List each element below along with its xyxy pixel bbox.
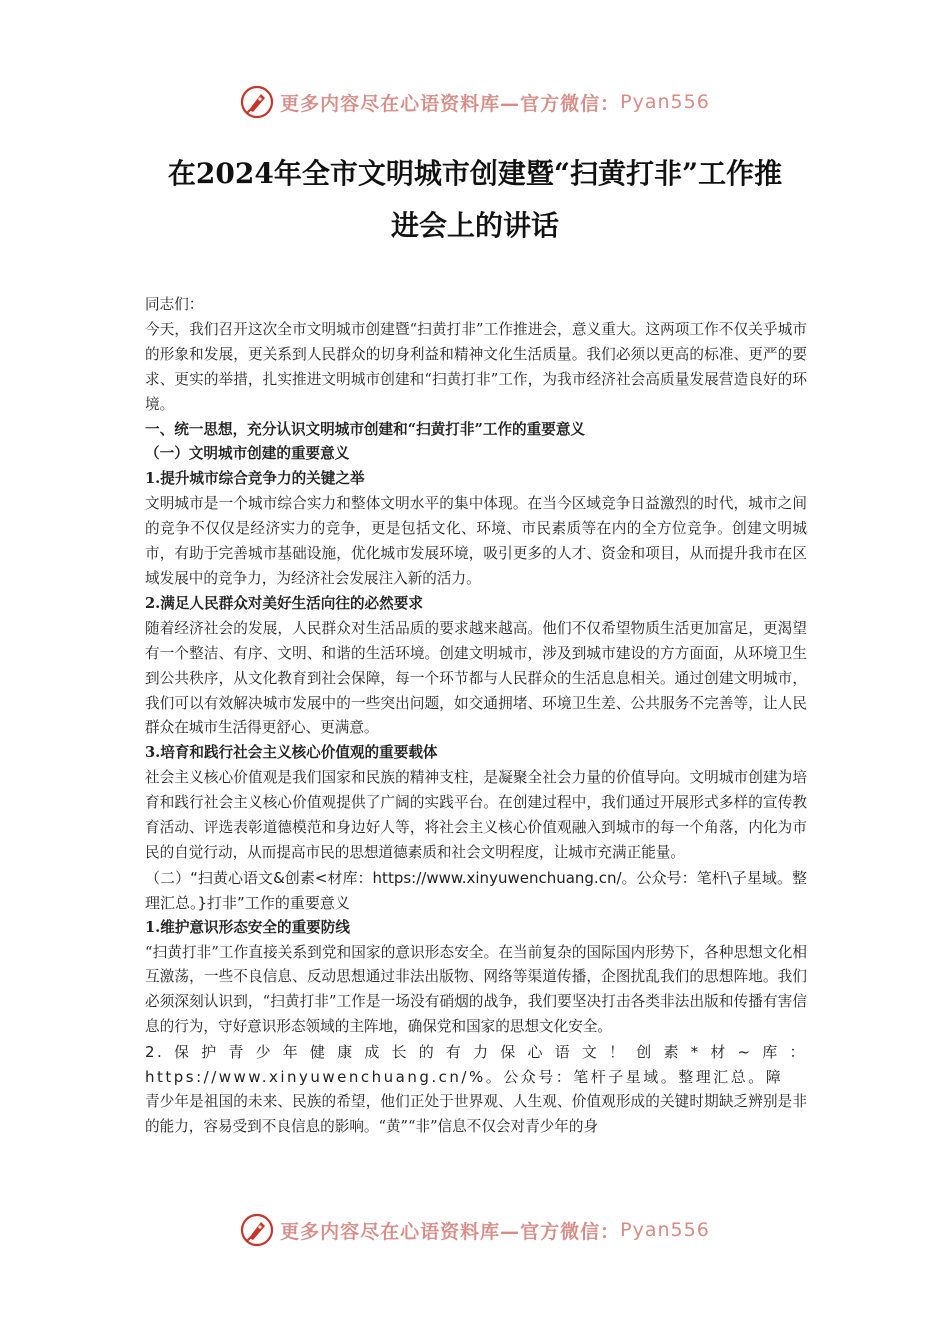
paragraph-3: 社会主义核心价值观是我们国家和民族的精神支柱，是凝聚全社会力量的价值导向。文明城市创建为培育和践行社会主义核心价值观提供了广阔的实践平台。在创建过程中，我们通过开展形式多样的宣传教育活动、评选表彰道德模范和身边好人等，将社会主义核心价值观融入到城市的每一个角落，内化为市民的自觉行动，从而提高市民的思想道德素质和社会文明程度，让城市充满正能量。 xyxy=(145,769,807,861)
banner-text: 更多内容尽在心语资料库—官方微信： xyxy=(280,1220,621,1243)
subsection-heading-2: （二）“扫黄心语文&创素<材库：https://www.xinyuwenchuang.cn/。公众号：笔杆\子星域。整理汇总。}打非”工作的重要意义 xyxy=(145,868,807,912)
document-body xyxy=(145,293,807,1140)
banner-wechat-id: Pyan556 xyxy=(620,91,710,113)
pen-nib-icon xyxy=(240,85,274,119)
document-title xyxy=(120,148,830,252)
intro-paragraph: 今天，我们召开这次全市文明城市创建暨“扫黄打非”工作推进会，意义重大。这两项工作不仅关乎城市的形象和发展，更关系到人民群众的切身利益和精神文化生活质量。我们必须以更高的标准、更严的要求、更实的举措，扎实推进文明城市创建和“扫黄打非”工作，为我市经济社会高质量发展营造良好的环境。 xyxy=(145,320,807,413)
salutation: 同志们： xyxy=(145,296,204,313)
banner-text: 更多内容尽在心语资料库—官方微信： xyxy=(280,92,621,115)
subsection-heading-1: （一）文明城市创建的重要意义 xyxy=(145,445,350,463)
point-heading-1: 1.提升城市综合竞争力的关键之举 xyxy=(145,470,365,488)
header-banner xyxy=(0,82,950,122)
title-line-1: 在2024年全市文明城市创建暨“扫黄打非”工作推 xyxy=(167,157,783,190)
point-heading-3: 3.培育和践行社会主义核心价值观的重要载体 xyxy=(145,744,438,762)
footer-banner xyxy=(0,1210,950,1250)
point-heading-4: 1.维护意识形态安全的重要防线 xyxy=(145,918,350,936)
paragraph-2: 随着经济社会的发展，人民群众对生活品质的要求越来越高。他们不仅希望物质生活更加富足，更渴望有一个整洁、有序、文明、和谐的生活环境。创建文明城市，涉及到城市建设的方方面面，从环境卫生到公共秩序，从文化教育到社会保障，每一个环节都与人民群众的生活息息相关。通过创建文明城市，我们可以有效解决城市发展中的一些突出问题，如交通拥堵、环境卫生差、公共服务不完善等，让人民群众在城市生活得更舒心、更满意。 xyxy=(145,619,807,737)
paragraph-4: “扫黄打非”工作直接关系到党和国家的意识形态安全。在当前复杂的国际国内形势下，各种思想文化相互激荡，一些不良信息、反动思想通过非法出版物、网络等渠道传播，企图扰乱我们的思想阵地。我们必须深刻认识到，“扫黄打非”工作是一场没有硝烟的战争，我们要坚决打击各类非法出版和传播有害信息的行为，守好意识形态领域的主阵地，确保党和国家的思想文化安全。 xyxy=(145,943,807,1036)
pen-nib-icon xyxy=(240,1213,274,1247)
title-line-2: 进会上的讲话 xyxy=(390,209,559,242)
banner-wechat-id: Pyan556 xyxy=(620,1219,710,1241)
point-heading-2: 2.满足人民群众对美好生活向往的必然要求 xyxy=(145,594,423,612)
section-heading-1: 一、统一思想，充分认识文明城市创建和“扫黄打非”工作的重要意义 xyxy=(145,420,586,438)
paragraph-5: 青少年是祖国的未来、民族的希望，他们正处于世界观、人生观、价值观形成的关键时期缺乏辨别是非的能力，容易受到不良信息的影响。“黄”“非”信息不仅会对青少年的身 xyxy=(145,1093,807,1135)
point-heading-5: 2.保护青少年健康成长的有力保心语文！创素*材~库：https://www.xinyuwenchuang.cn/%。公众号：笔杆子星域。整理汇总。障 xyxy=(145,1043,807,1087)
paragraph-1: 文明城市是一个城市综合实力和整体文明水平的集中体现。在当今区域竞争日益激烈的时代，城市之间的竞争不仅仅是经济实力的竞争，更是包括文化、环境、市民素质等在内的全方位竞争。创建文明城市，有助于完善城市基础设施，优化城市发展环境，吸引更多的人才、资金和项目，从而提升我市在区域发展中的竞争力，为经济社会发展注入新的活力。 xyxy=(145,495,807,587)
